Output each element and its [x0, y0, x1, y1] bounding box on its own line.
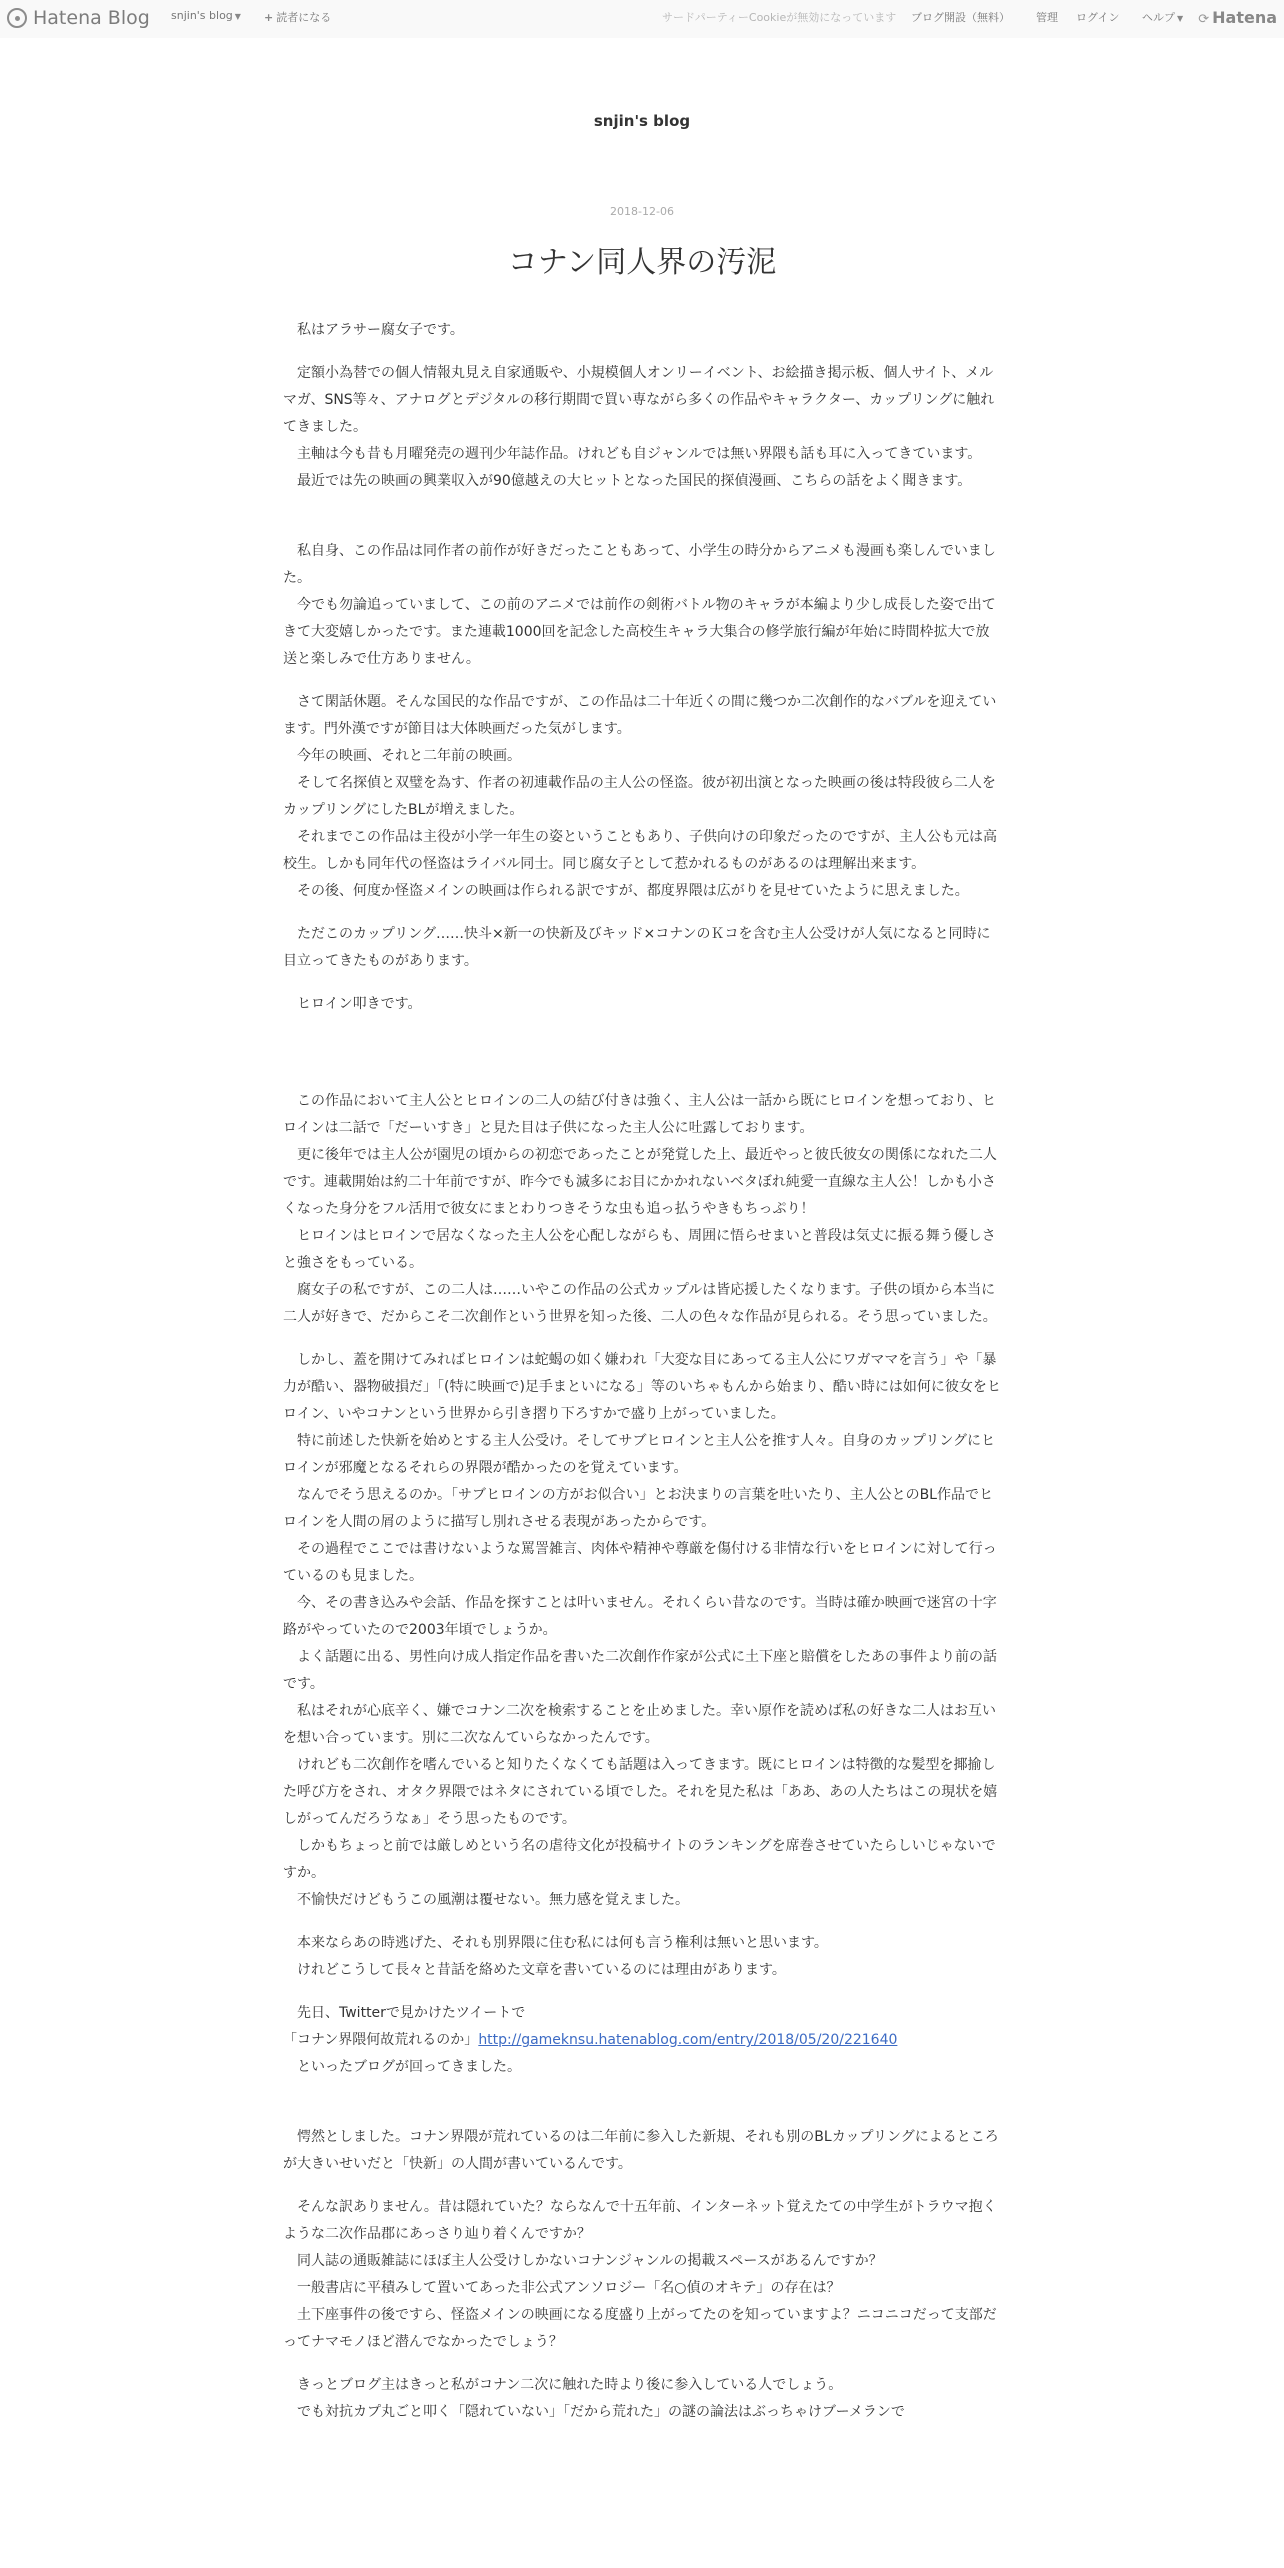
entry-line: 私はアラサー腐女子です。: [283, 322, 464, 338]
entry-line: そんな訳ありません。昔は隠れていた？ならなんで十五年前、インターネット覚えたての中学生がトラウマ抱くような二次作品郡にあっさり辿り着くんですか？: [283, 2199, 997, 2242]
caret-down-icon: ▼: [1177, 14, 1184, 23]
entry-line: 愕然としました。コナン界隈が荒れているのは二年前に参入した新規、それも別のBLカップリングによるところが大きいせいだと「快新」の人間が書いているんです。: [283, 2129, 999, 2172]
entry-paragraph: [283, 2372, 1001, 2426]
entry-paragraph: [283, 2000, 1001, 2054]
entry-line: けれどこうして長々と昔話を絡めた文章を書いているのには理由があります。: [283, 1962, 786, 1978]
entry-paragraph: [283, 317, 1001, 344]
entry-title[interactable]: コナン同人界の汚泥: [507, 245, 777, 280]
admin-label: 管理: [1036, 11, 1058, 24]
entry-paragraph: [283, 1347, 1001, 1914]
admin-link[interactable]: [1036, 9, 1058, 25]
hatena-label: Hatena: [1212, 8, 1277, 27]
entry-paragraph: [283, 2124, 1001, 2178]
follow-button[interactable]: [264, 9, 331, 25]
entry-line: 定額小為替での個人情報丸見え自家通販や、小規模個人オンリーイベント、お絵描き掲示板、個人サイト、メルマガ、SNS等々、アナログとデジタルの移行期間で買い専ながら多くの作品やキャラクター、カップリングに触れてきました。: [283, 365, 995, 435]
referenced-blog-link[interactable]: http://gameknsu.hatenablog.com/entry/2018/05/20/221640: [478, 2032, 898, 2048]
entry-paragraph: [283, 2054, 1001, 2108]
entry-line: その過程でここでは書けないような罵詈雑言、肉体や精神や尊厳を傷付ける非情な行いをヒロインに対して行っているのも見ました。: [283, 1541, 997, 1584]
open-blog-link[interactable]: [911, 9, 1010, 25]
blog-menu-label: snjin's blog: [171, 9, 233, 22]
blog-menu[interactable]: [171, 9, 241, 22]
login-label: ログイン: [1076, 11, 1120, 24]
entry-line: ヒロインはヒロインで居なくなった主人公を心配しながらも、周囲に悟らせまいと普段は気丈に振る舞う優しさと強さをもっている。: [283, 1228, 996, 1271]
entry-paragraph: [283, 360, 1001, 495]
entry-line: 腐女子の私ですが、この二人は……いやこの作品の公式カップルは皆応援したくなります。子供の頃から本当に二人が好きで、だからこそ二次創作という世界を知った後、二人の色々な作品が見られる。そう思っていました。: [283, 1282, 997, 1325]
entry-line: [283, 511, 1001, 538]
entry-line: なんでそう思えるのか。「サブヒロインの方がお似合い」とお決まりの言葉を吐いたり、主人公とのBL作品でヒロインを人間の屑のように描写し別れさせる表現があったからです。: [283, 1487, 993, 1530]
entry-line: それまでこの作品は主役が小学一年生の姿ということもあり、子供向けの印象だったのですが、主人公も元は高校生。しかも同年代の怪盗はライバル同士。同じ腐女子として惹かれるものがあるのは理解出来ます。: [283, 829, 997, 872]
entry-line: さて閑話休題。そんな国民的な作品ですが、この作品は二十年近くの間に幾つか二次創作的なバブルを迎えています。門外漢ですが節目は大体映画だった気がします。: [283, 694, 997, 737]
entry-line: 土下座事件の後ですら、怪盗メインの映画になる度盛り上がってたのを知っていますよ？ニコニコだって支部だってナマモノほど潜んでなかったでしょう？: [283, 2307, 997, 2350]
link-prefix: 「コナン界隈何故荒れるのか」: [283, 2032, 479, 2048]
entry-line: この作品において主人公とヒロインの二人の結び付きは強く、主人公は一話から既にヒロインを想っており、ヒロインは二話で「だーいすき」と見た目は子供になった主人公に吐露しております。: [283, 1093, 996, 1136]
entry-line: [283, 1034, 1001, 1061]
cookie-notice-text: サードパーティーCookieが無効になっています: [662, 11, 897, 24]
entry-paragraph: [283, 921, 1001, 975]
entry-paragraph: [283, 1930, 1001, 1984]
entry-date[interactable]: 2018-12-06: [610, 205, 674, 218]
entry-line: 先日、Twitterで見かけたツイートで: [283, 2005, 526, 2021]
entry-line: 不愉快だけどもうこの風潮は覆せない。無力感を覚えました。: [283, 1892, 689, 1908]
hatena-link[interactable]: [1198, 8, 1277, 27]
entry-line: 主軸は今も昔も月曜発売の週刊少年誌作品。けれども自ジャンルでは無い界隈も話も耳に入ってきています。: [283, 446, 982, 462]
entry-line: けれども二次創作を嗜んでいると知りたくなくても話題は入ってきます。既にヒロインは特徴的な髪型を揶揄した呼び方をされ、オタク界隈ではネタにされている頃でした。それを見た私は「ああ、あの人たちはこの現状を嬉しがってんだろうなぁ」そう思ったものです。: [283, 1757, 998, 1827]
global-header: [0, 0, 1284, 38]
cookie-notice: [662, 9, 896, 25]
entry-line: 一般書店に平積みして置いてあった非公式アンソロジー「名○偵のオキテ」の存在は？: [283, 2280, 841, 2296]
entry-line: ただこのカップリング……快斗×新一の快新及びキッド×コナンのＫコを含む主人公受けが人気になると同時に目立ってきたものがあります。: [283, 926, 991, 969]
caret-down-icon: ▼: [234, 12, 241, 21]
entry-line: 同人誌の通販雑誌にほぼ主人公受けしかないコナンジャンルの掲載スペースがあるんですか？: [283, 2253, 883, 2269]
entry-line: その後、何度か怪盗メインの映画は作られる訳ですが、都度界隈は広がりを見せていたように思えました。: [283, 883, 969, 899]
entry-paragraph: [283, 689, 1001, 905]
entry-line: ヒロイン叩きです。: [283, 996, 422, 1012]
entry-line: といったブログが回ってきました。: [283, 2059, 521, 2075]
entry-line: 今年の映画、それと二年前の映画。: [283, 748, 521, 764]
entry-paragraph: [283, 511, 1001, 673]
hatena-icon: ⟳: [1198, 12, 1210, 27]
entry-paragraph: [283, 991, 1001, 1018]
entry-line: 今、その書き込みや会話、作品を探すことは叶いません。それくらい昔なのです。当時は確か映画で迷宮の十字路がやっていたので2003年頃でしょうか。: [283, 1595, 997, 1638]
entry-line: きっとブログ主はきっと私がコナン二次に触れた時より後に参入している人でしょう。: [283, 2377, 843, 2393]
entry-line: よく話題に出る、男性向け成人指定作品を書いた二次創作作家が公式に土下座と賠償をしたあの事件より前の話です。: [283, 1649, 997, 1692]
entry-line: そして名探偵と双璧を為す、作者の初連載作品の主人公の怪盗。彼が初出演となった映画の後は特段彼ら二人をカップリングにしたBLが増えました。: [283, 775, 996, 818]
entry-body: [283, 317, 1001, 2442]
entry-line: [283, 1061, 1001, 1088]
entry-paragraph: [283, 1034, 1001, 1331]
entry-line: 更に後年では主人公が園児の頃からの初恋であったことが発覚した上、最近やっと彼氏彼女の関係になれた二人です。連載開始は約二十年前ですが、昨今でも滅多にお目にかかれないベタぼれ純愛一直線な主人公！しかも小さくなった身分をフル活用で彼女にまとわりつきそうな虫も追っ払うやきもちっぷり！: [283, 1147, 997, 1217]
entry-line: 私はそれが心底辛く、嫌でコナン二次を検索することを止めました。幸い原作を読めば私の好きな二人はお互いを想い合っています。別に二次なんていらなかったんです。: [283, 1703, 997, 1746]
entry-line: 最近では先の映画の興業収入が90億越えの大ヒットとなった国民的探偵漫画、こちらの話をよく聞きます。: [283, 473, 972, 489]
hatena-blog-logo-icon: [7, 8, 27, 28]
hatena-blog-logo[interactable]: [7, 5, 150, 31]
entry-link-line: [283, 2027, 1001, 2054]
help-label: ヘルプ: [1142, 11, 1175, 24]
entry-line: [283, 2081, 1001, 2108]
plus-icon: +: [264, 11, 274, 24]
logo-text: Hatena Blog: [33, 7, 150, 29]
entry-line: 今でも勿論追っていまして、この前のアニメでは前作の剣術バトル物のキャラが本編より少し成長した姿で出てきて大変嬉しかったです。また連載1000回を記念した高校生キャラ大集合の修学旅行編が年始に時間枠拡大で放送と楽しみで仕方ありません。: [283, 597, 996, 667]
entry-line: 特に前述した快新を始めとする主人公受け。そしてサブヒロインと主人公を推す人々。自身のカップリングにヒロインが邪魔となるそれらの界隈が酷かったのを覚えています。: [283, 1433, 996, 1476]
entry-line: しかもちょっと前では厳しめという名の虐待文化が投稿サイトのランキングを席巻させていたらしいじゃないですか。: [283, 1838, 996, 1881]
follow-label: 読者になる: [276, 11, 332, 24]
open-blog-label: ブログ開設（無料）: [911, 11, 1010, 24]
blog-title[interactable]: snjin's blog: [593, 112, 691, 130]
entry-paragraph: [283, 2194, 1001, 2356]
entry-line: 本来ならあの時逃げた、それも別界隈に住む私には何も言う権利は無いと思います。: [283, 1935, 828, 1951]
entry-line: しかし、蓋を開けてみればヒロインは蛇蝎の如く嫌われ「大変な目にあってる主人公にワガママを言う」や「暴力が酷い、器物破損だ」「(特に映画で)足手まといになる」等のいちゃもんから始まり、酷い時には如何に彼女をヒロイン、いやコナンという世界から引き摺り下ろすかで盛り上がっていました。: [283, 1352, 1001, 1422]
login-link[interactable]: [1076, 9, 1119, 25]
help-menu[interactable]: [1142, 9, 1183, 25]
entry-line: 私自身、この作品は同作者の前作が好きだったこともあって、小学生の時分からアニメも漫画も楽しんでいました。: [283, 543, 996, 586]
entry-line: でも対抗カプ丸ごと叩く「隠れていない」「だから荒れた」の謎の論法はぶっちゃけブーメランで: [283, 2404, 905, 2420]
